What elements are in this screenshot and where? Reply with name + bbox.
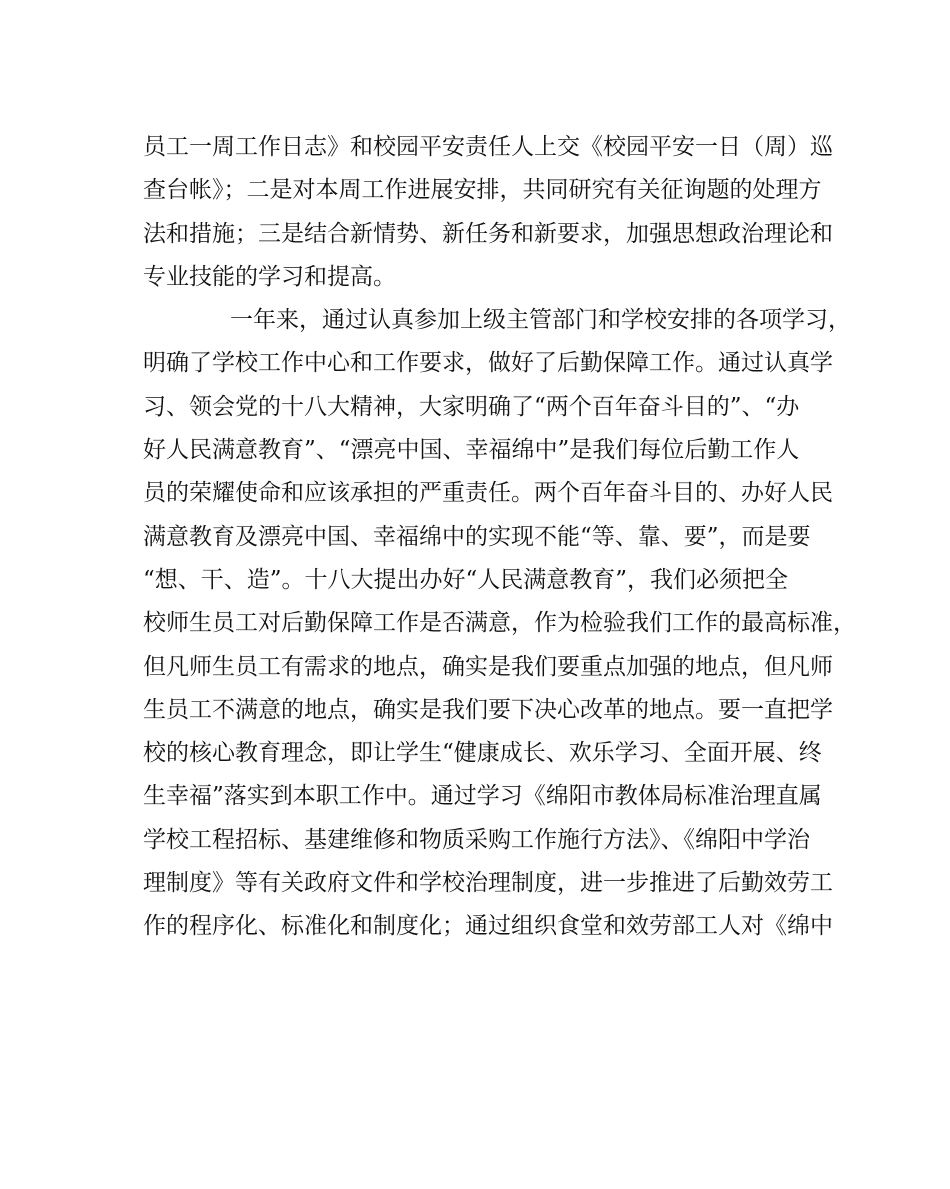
text-line: 作的程序化、标准化和制度化；通过组织食堂和效劳部工人对《绵中 — [143, 913, 833, 940]
text-line: 学校工程招标、基建维修和物质采购工作施行方法》、《绵阳中学治 — [143, 826, 810, 853]
text-line: “想、干、造”。十八大提出办好“人民满意教育”，我们必须把全 — [143, 566, 789, 593]
text-line: 法和措施；三是结合新情势、新任务和新要求，加强思想政治理论和 — [143, 220, 833, 247]
text-line: 校师生员工对后勤保障工作是否满意，作为检验我们工作的最高标准， — [143, 610, 856, 637]
text-line: 但凡师生员工有需求的地点，确实是我们要重点加强的地点，但凡师 — [143, 653, 833, 680]
text-line: 明确了学校工作中心和工作要求，做好了后勤保障工作。通过认真学 — [143, 350, 833, 377]
text-line: 查台帐》；二是对本周工作进展安排，共同研究有关征询题的处理方 — [143, 177, 822, 204]
text-line: 好人民满意教育”、“漂亮中国、幸福绵中”是我们每位后勤工作人 — [143, 437, 800, 464]
text-line: 员的荣耀使命和应该承担的严重责任。两个百年奋斗目的、办好人民 — [143, 480, 833, 507]
text-line: 专业技能的学习和提高。 — [143, 263, 396, 290]
text-line: 生员工不满意的地点，确实是我们要下决心改革的地点。要一直把学 — [143, 696, 833, 723]
paragraph-first-line: 一年来，通过认真参加上级主管部门和学校安排的各项学习， — [230, 307, 851, 334]
text-line: 理制度》等有关政府文件和学校治理制度，进一步推进了后勤效劳工 — [143, 870, 833, 897]
text-line: 校的核心教育理念，即让学生“健康成长、欢乐学习、全面开展、终 — [143, 740, 822, 767]
text-line: 生幸福”落实到本职工作中。通过学习《绵阳市教体局标准治理直属 — [143, 783, 822, 810]
text-line: 习、领会党的十八大精神，大家明确了“两个百年奋斗目的”、“办 — [143, 393, 800, 420]
text-line: 满意教育及漂亮中国、幸福绵中的实现不能“等、靠、要”，而是要 — [143, 523, 811, 550]
text-line: 员工一周工作日志》和校园平安责任人上交《校园平安一日（周）巡 — [143, 134, 833, 160]
body-text — [143, 126, 856, 949]
